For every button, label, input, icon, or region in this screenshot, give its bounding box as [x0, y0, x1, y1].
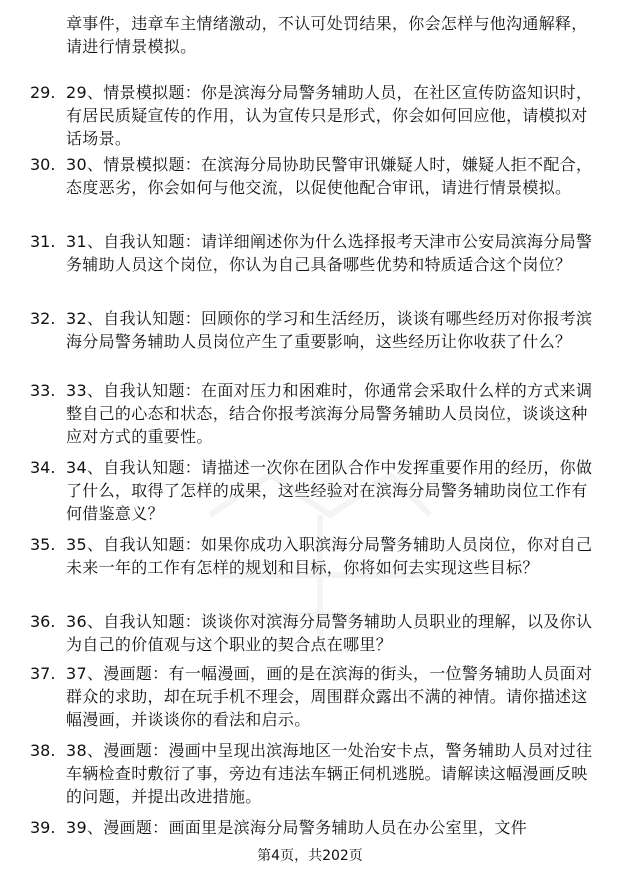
question-text: 37、漫画题：有一幅漫画，画的是在滨海的街头，一位警务辅助人员面对群众的求助，却在玩手机不理会，周围群众露出不满的神情。请你描述这幅漫画，并谈谈你的看法和启示。 [66, 664, 593, 729]
question-text: 36、自我认知题：谈谈你对滨海分局警务辅助人员职业的理解，以及你认为自己的价值观与这个职业的契合点在哪里？ [66, 612, 593, 654]
question-text: 33、自我认知题：在面对压力和困难时，你通常会采取什么样的方式来调整自己的心态和状态，结合你报考滨海分局警务辅助人员岗位，谈谈这种应对方式的重要性。 [66, 381, 593, 446]
question-number: 33. [30, 381, 56, 400]
question-text: 32、自我认知题：回顾你的学习和生活经历，谈谈有哪些经历对你报考滨海分局警务辅助人员岗位产生了重要影响，这些经历让你收获了什么？ [66, 309, 593, 351]
question-number: 36. [30, 612, 56, 631]
question-text: 31、自我认知题：请详细阐述你为什么选择报考天津市公安局滨海分局警务辅助人员这个岗位，你认为自己具备哪些优势和特质适合这个岗位？ [66, 232, 593, 274]
question-number: 31. [30, 232, 56, 251]
question-text: 39、漫画题：画面里是滨海分局警务辅助人员在办公室里，文件 [66, 818, 528, 837]
question-number: 37. [30, 664, 56, 683]
question-text: 30、情景模拟题：在滨海分局协助民警审讯嫌疑人时，嫌疑人拒不配合，态度恶劣，你会如何与他交流，以促使他配合审讯，请进行情景模拟。 [66, 155, 593, 197]
question-text: 38、漫画题：漫画中呈现出滨海地区一处治安卡点，警务辅助人员对过往车辆检查时敷衍了事，旁边有违法车辆正伺机逃脱。请解读这幅漫画反映的问题，并提出改进措施。 [66, 741, 593, 806]
question-number: 29. [30, 83, 56, 102]
question-text: 29、情景模拟题：你是滨海分局警务辅助人员，在社区宣传防盗知识时，有居民质疑宣传的作用，认为宣传只是形式，你会如何回应他，请模拟对话场景。 [66, 83, 593, 148]
page-footer: 第4页，共202页 [257, 848, 363, 864]
question-number: 32. [30, 309, 56, 328]
question-text: 34、自我认知题：请描述一次你在团队合作中发挥重要作用的经历，你做了什么，取得了怎样的成果，这些经验对在滨海分局警务辅助岗位工作有何借鉴意义？ [66, 458, 593, 523]
question-number: 34. [30, 458, 56, 477]
question-number: 39. [30, 818, 56, 837]
question-number: 35. [30, 535, 56, 554]
question-text: 35、自我认知题：如果你成功入职滨海分局警务辅助人员岗位，你对自己未来一年的工作有怎样的规划和目标，你将如何去实现这些目标？ [66, 535, 593, 577]
continuation-text: 章事件，违章车主情绪激动，不认可处罚结果，你会怎样与他沟通解释，请进行情景模拟。 [66, 14, 588, 56]
question-number: 38. [30, 741, 56, 760]
question-number: 30. [30, 155, 56, 174]
